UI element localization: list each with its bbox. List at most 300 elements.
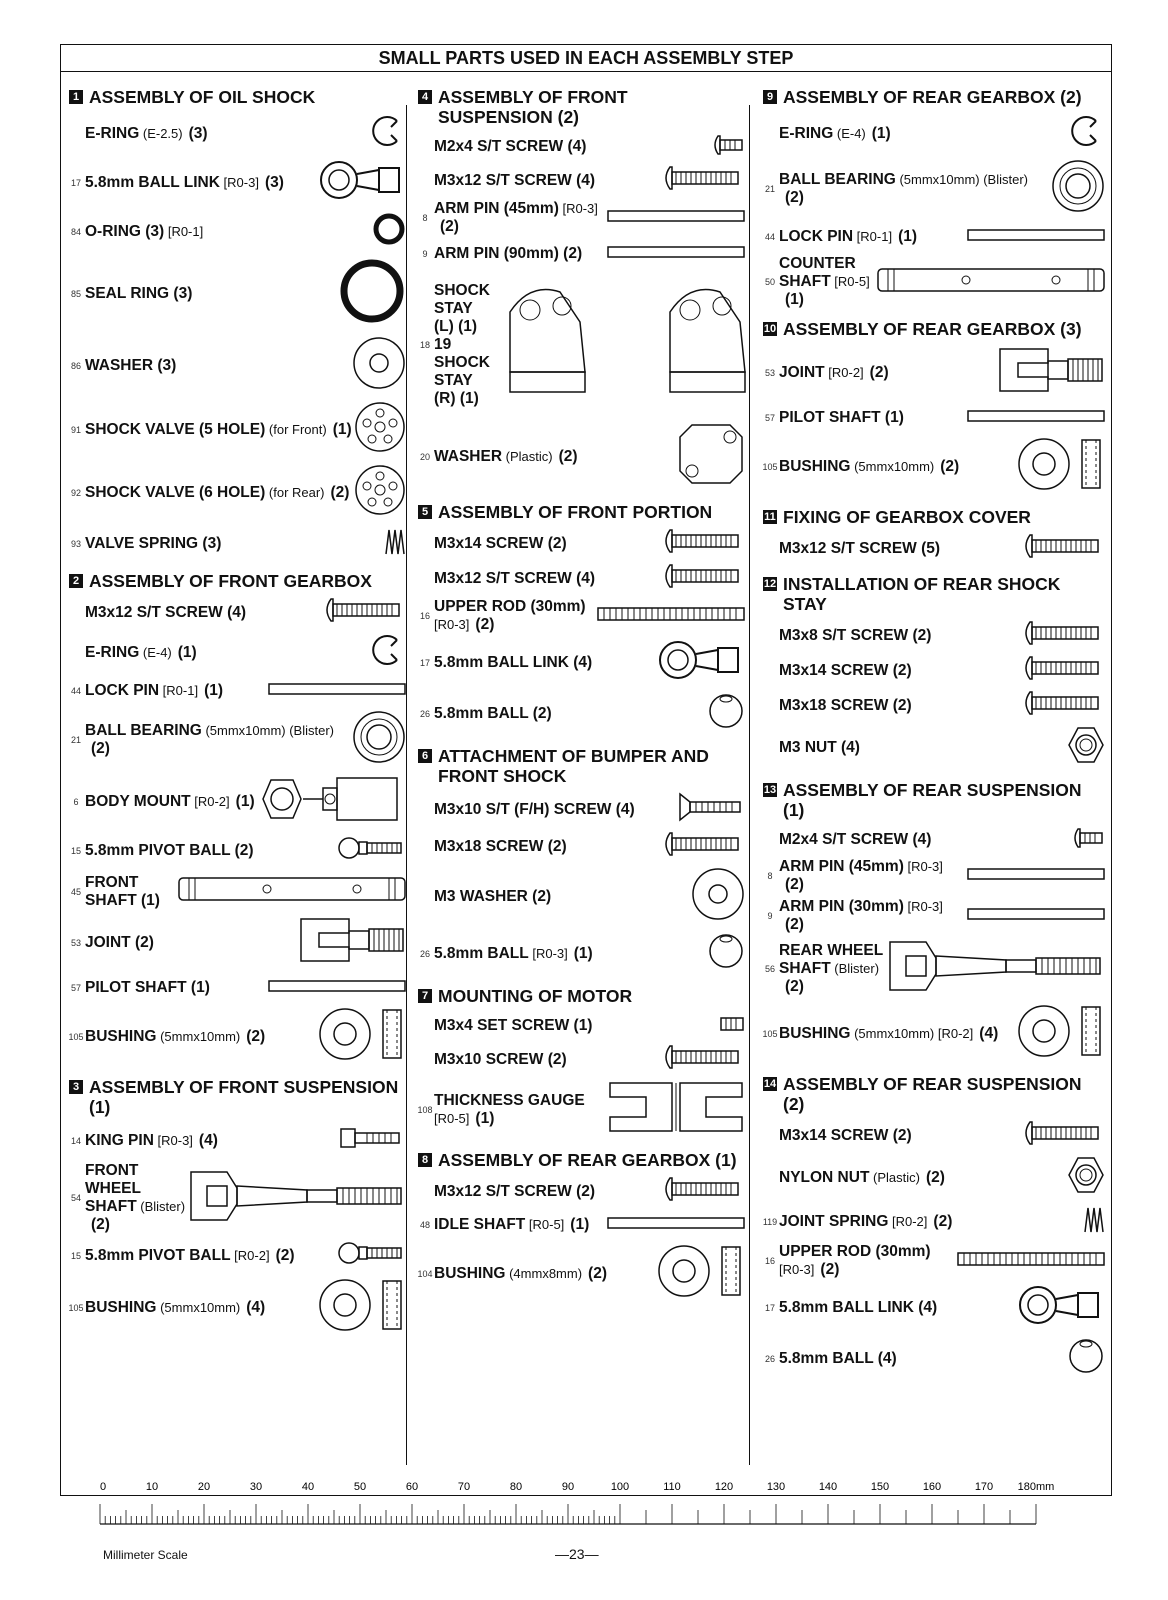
part-number: 17 — [70, 177, 81, 188]
part-text — [85, 285, 192, 303]
part-item — [67, 1123, 407, 1158]
part-label: 5.8mm BALL (4) — [779, 1349, 897, 1367]
part-text — [85, 1299, 265, 1317]
column-1 — [67, 81, 407, 1348]
part-text — [434, 1092, 606, 1128]
part-number: 9 — [767, 911, 773, 921]
part-number: 92 — [70, 487, 81, 498]
part-text — [779, 125, 891, 143]
part-item — [67, 597, 407, 628]
part-quantity: (1) — [475, 1109, 495, 1127]
part-item — [416, 1044, 746, 1075]
part-label: REAR WHEEL SHAFT — [779, 941, 883, 977]
part-text — [434, 535, 567, 553]
part-number: 91 — [70, 424, 81, 435]
part-item — [416, 165, 746, 196]
part-text — [85, 1028, 265, 1046]
body-mount-icon — [257, 774, 407, 829]
part-item — [416, 638, 746, 687]
assembly-step-section — [761, 319, 1106, 497]
pin-icon — [606, 209, 746, 228]
step-number-badge: 7 — [418, 989, 432, 1003]
part-item — [761, 1283, 1106, 1332]
step-title — [416, 1150, 746, 1170]
flat-screw-icon — [676, 792, 746, 827]
part-item — [416, 200, 746, 236]
part-number: 8 — [422, 213, 428, 223]
assembly-step-section — [416, 986, 746, 1140]
part-item — [761, 898, 1106, 934]
part-label: M3x18 SCREW (2) — [434, 837, 567, 855]
assembly-step-section — [416, 746, 746, 976]
part-label: SHOCK VALVE (6 HOLE) — [85, 483, 266, 501]
part-item — [67, 833, 407, 868]
part-label: M3x10 S/T (F/H) SCREW (4) — [434, 800, 635, 818]
part-label: PILOT SHAFT (1) — [779, 409, 904, 426]
pin-icon — [966, 907, 1106, 926]
part-spec: [R0-1] — [164, 223, 204, 239]
part-item — [761, 620, 1106, 651]
part-number: 57 — [70, 983, 81, 993]
part-item — [416, 528, 746, 559]
part-quantity: (3) — [188, 124, 208, 142]
part-quantity: (1) — [871, 124, 891, 142]
scale-tick-label: 0 — [100, 1481, 107, 1493]
scale-tick-label: 10 — [145, 1481, 159, 1493]
assembly-step-section — [67, 1077, 407, 1338]
part-label: PILOT SHAFT (1) — [85, 979, 210, 996]
part-text — [779, 1243, 956, 1279]
part-quantity: (2) — [785, 916, 804, 933]
part-spec: [R0-5] — [830, 274, 870, 289]
part-quantity: (2) — [558, 447, 578, 465]
part-text — [779, 1169, 945, 1187]
part-number: 21 — [764, 183, 775, 194]
assembly-step-section — [761, 574, 1106, 770]
ball-icon — [706, 931, 746, 976]
part-text — [779, 1350, 897, 1368]
part-text — [85, 874, 177, 910]
scale-tick-label: 120 — [714, 1481, 734, 1493]
part-text — [434, 838, 567, 856]
part-item — [416, 931, 746, 976]
step-number-badge: 11 — [764, 511, 776, 523]
part-item — [761, 858, 1106, 894]
part-label: WASHER (3) — [85, 356, 177, 374]
part-text — [85, 682, 223, 700]
part-quantity: (1) — [177, 643, 197, 661]
ball-link-icon — [656, 638, 746, 687]
part-label: O-RING (3) — [85, 222, 165, 240]
part-quantity: (4) — [979, 1024, 999, 1042]
page-number: —23— — [555, 1546, 599, 1562]
part-label: SHOCK VALVE (5 HOLE) — [85, 420, 266, 438]
part-label: M3x4 SET SCREW (1) — [434, 1017, 593, 1034]
step-title-text: ASSEMBLY OF REAR SUSPENSION (1) — [783, 780, 1082, 820]
scale-caption: Millimeter Scale — [103, 1548, 188, 1562]
spring-icon — [1082, 1204, 1106, 1239]
assembly-step-section — [416, 1150, 746, 1304]
set-screw-icon — [718, 1014, 746, 1039]
bushing-icon — [317, 1277, 407, 1338]
part-label: M3x12 S/T SCREW (4) — [434, 569, 596, 587]
step-title — [416, 87, 746, 127]
gauge-icon — [606, 1079, 746, 1140]
pivot-ball-icon — [337, 1238, 407, 1273]
part-number: 53 — [70, 937, 81, 948]
part-item — [67, 113, 407, 154]
part-quantity: (2) — [869, 363, 889, 381]
bushing-icon — [1016, 1003, 1106, 1064]
part-number: 105 — [762, 461, 778, 472]
part-text — [434, 172, 595, 190]
part-text — [779, 942, 886, 996]
part-spec: (Plastic) — [869, 1169, 920, 1185]
e-ring-icon — [1066, 113, 1106, 154]
part-item — [416, 866, 746, 927]
part-text — [434, 448, 578, 466]
part-spec: (for Front) — [265, 421, 327, 437]
part-text — [779, 1127, 912, 1145]
part-item — [761, 938, 1106, 999]
part-item — [761, 826, 1106, 854]
part-label: M2x4 S/T SCREW (4) — [434, 138, 587, 155]
part-item — [67, 1162, 407, 1234]
step-title — [761, 87, 1106, 107]
assembly-step-section — [67, 571, 407, 1067]
bushing-icon — [656, 1243, 746, 1304]
part-item — [416, 563, 746, 594]
part-spec: [R0-3] — [153, 1132, 193, 1148]
pin-icon — [267, 682, 407, 701]
washer-icon — [690, 866, 746, 927]
millimeter-scale — [100, 1480, 1055, 1540]
part-item — [761, 158, 1106, 219]
step-title — [416, 986, 746, 1006]
assembly-step-section — [761, 1074, 1106, 1381]
part-label: M3x14 SCREW (2) — [779, 661, 912, 679]
scale-tick-label: 60 — [405, 1481, 419, 1493]
part-text — [85, 793, 255, 811]
part-item — [67, 158, 407, 207]
step-number-badge: 10 — [763, 323, 777, 335]
part-label: JOINT SPRING — [779, 1212, 889, 1230]
part-text — [85, 125, 208, 143]
part-text — [434, 1216, 589, 1234]
part-number: 56 — [764, 963, 775, 974]
part-quantity: (1) — [785, 291, 804, 308]
step-title-text: FIXING OF GEARBOX COVER — [783, 507, 1031, 527]
part-label: COUNTER SHAFT — [779, 255, 856, 290]
part-text — [85, 934, 154, 952]
part-item — [761, 436, 1106, 497]
part-item — [416, 1211, 746, 1239]
part-label: JOINT — [779, 363, 825, 381]
part-quantity: (2) — [588, 1264, 607, 1282]
part-spec: (4mmx8mm) — [505, 1265, 583, 1281]
part-number: 15 — [70, 845, 81, 856]
part-item — [761, 725, 1106, 770]
part-text — [434, 245, 582, 263]
part-text — [779, 662, 912, 680]
part-number: 84 — [70, 226, 81, 237]
part-spec: [R0-2] — [888, 1213, 928, 1229]
part-spec: [R0-3] — [903, 859, 943, 874]
part-item — [416, 831, 746, 862]
part-item — [761, 1336, 1106, 1381]
part-text — [85, 979, 210, 997]
part-spec: (E-2.5) — [139, 125, 183, 141]
part-text — [779, 739, 860, 757]
part-item — [761, 255, 1106, 309]
part-quantity: (2) — [785, 876, 804, 893]
step-number-badge: 1 — [69, 90, 83, 104]
pin-icon — [966, 867, 1106, 886]
part-text — [779, 228, 917, 246]
part-label: 5.8mm PIVOT BALL — [85, 1246, 231, 1264]
part-label: FRONT WHEEL SHAFT — [85, 1162, 141, 1215]
step-title-text: ASSEMBLY OF OIL SHOCK — [89, 87, 316, 107]
part-text — [434, 598, 596, 634]
part-spec: (Blister) — [136, 1199, 186, 1214]
part-text — [434, 654, 592, 672]
part-spec: (5mmx10mm) (Blister) — [201, 722, 334, 738]
scale-tick-label: 160 — [922, 1481, 942, 1493]
part-number: 45 — [70, 886, 81, 897]
part-item — [761, 404, 1106, 432]
part-item — [67, 1277, 407, 1338]
part-text — [85, 174, 284, 192]
part-text — [779, 1213, 952, 1231]
plate-icon — [676, 421, 746, 492]
part-label: M3 NUT (4) — [779, 738, 860, 756]
part-text — [434, 945, 593, 963]
pin-icon — [267, 979, 407, 998]
scale-tick-label: 140 — [818, 1481, 838, 1493]
part-number: 93 — [70, 538, 81, 549]
part-label: BODY MOUNT — [85, 792, 191, 810]
part-quantity: (2) — [933, 1212, 953, 1230]
part-item — [67, 211, 407, 252]
screw-icon — [1020, 620, 1106, 651]
part-item — [416, 133, 746, 161]
scale-tick-label: 80 — [509, 1481, 523, 1493]
part-text — [434, 1017, 592, 1035]
rod-icon — [596, 606, 746, 627]
part-quantity: (2) — [940, 457, 960, 475]
part-text — [85, 842, 254, 860]
washer-icon — [351, 335, 407, 396]
ball-link-icon — [1016, 1283, 1106, 1332]
part-number: 6 — [73, 796, 79, 807]
part-label: LOCK PIN — [779, 228, 854, 245]
part-label: SHOCK STAY (L) (1) 19 SHOCK STAY (R) (1) — [434, 281, 490, 407]
screw-icon — [660, 831, 746, 862]
part-item — [416, 691, 746, 736]
part-spec: [R0-3] — [528, 945, 568, 961]
step-title — [67, 571, 407, 591]
part-number: 16 — [764, 1256, 775, 1266]
page-title: SMALL PARTS USED IN EACH ASSEMBLY STEP — [61, 45, 1111, 72]
part-number: 17 — [419, 657, 430, 668]
part-spec: (5mmx10mm) — [850, 458, 935, 474]
part-text — [85, 535, 221, 553]
part-label: M3x8 S/T SCREW (2) — [779, 626, 932, 644]
spring-icon — [383, 526, 407, 561]
parts-frame — [60, 44, 1112, 1496]
pin-icon — [966, 228, 1106, 247]
part-text — [779, 171, 1050, 207]
bearing-icon — [351, 709, 407, 770]
part-spec: (Plastic) — [502, 448, 553, 464]
part-text — [779, 409, 904, 427]
part-item — [761, 690, 1106, 721]
part-quantity: (1) — [204, 682, 224, 699]
assembly-step-section — [416, 502, 746, 736]
part-text — [434, 570, 595, 588]
ball-icon — [1066, 1336, 1106, 1381]
part-item — [416, 1012, 746, 1040]
part-item — [67, 526, 407, 561]
part-item — [416, 1243, 746, 1304]
small-screw-icon — [1070, 827, 1106, 854]
joint-icon — [297, 915, 407, 970]
part-spec: [R0-1] — [159, 683, 199, 698]
part-spec: [R0-2] — [190, 793, 230, 809]
column-3 — [761, 81, 1106, 1391]
part-quantity: (2) — [440, 218, 459, 235]
step-number-badge: 12 — [763, 578, 777, 590]
step-number-badge: 5 — [418, 505, 432, 519]
step-title — [416, 746, 746, 786]
screw-icon — [1020, 533, 1106, 564]
part-number: 26 — [419, 948, 430, 959]
part-label: BALL BEARING — [85, 721, 202, 739]
part-item — [761, 223, 1106, 251]
step-number-badge: 9 — [763, 90, 777, 104]
part-label: 5.8mm PIVOT BALL (2) — [85, 841, 254, 859]
part-number: 105 — [762, 1028, 778, 1039]
part-number: 21 — [70, 734, 81, 745]
shock-stay-icon — [490, 272, 790, 417]
step-number-badge: 3 — [69, 1080, 83, 1094]
bearing-icon — [1050, 158, 1106, 219]
part-text — [434, 282, 490, 408]
step-title-text: ASSEMBLY OF FRONT SUSPENSION (1) — [89, 1077, 399, 1117]
column-2 — [416, 81, 746, 1314]
part-number: 9 — [422, 249, 428, 259]
step-number-badge: 8 — [418, 1153, 432, 1167]
joint-icon — [996, 345, 1106, 400]
part-item — [761, 655, 1106, 686]
part-item — [67, 872, 407, 911]
shaft-icon — [177, 872, 407, 911]
king-pin-icon — [337, 1123, 407, 1158]
part-item — [416, 272, 746, 417]
part-label: 5.8mm BALL LINK — [85, 173, 220, 191]
part-label: BUSHING — [85, 1298, 157, 1316]
part-spec: (5mmx10mm) (Blister) — [895, 171, 1028, 187]
part-item — [67, 915, 407, 970]
scale-tick-label: 40 — [301, 1481, 315, 1493]
part-label: FRONT SHAFT (1) — [85, 873, 160, 909]
part-item — [67, 632, 407, 673]
part-item — [67, 400, 407, 459]
scale-tick-label: 90 — [561, 1481, 575, 1493]
valve-icon — [353, 400, 407, 459]
part-item — [416, 421, 746, 492]
part-item — [761, 345, 1106, 400]
part-item — [761, 1003, 1106, 1064]
part-label: SEAL RING (3) — [85, 284, 193, 302]
part-number: 18 — [419, 339, 430, 350]
part-number: 20 — [419, 451, 430, 462]
part-spec: (Blister) — [830, 960, 880, 976]
part-item — [67, 677, 407, 705]
part-spec: (E-4) — [833, 125, 866, 141]
valve-icon — [353, 463, 407, 522]
wheel-shaft-icon — [886, 938, 1106, 999]
part-text — [434, 888, 551, 906]
scale-tick-label: 180mm — [1017, 1481, 1055, 1493]
part-quantity: (2) — [785, 188, 804, 206]
part-spec: [R0-3] — [434, 617, 470, 632]
part-quantity: (3) — [264, 173, 284, 191]
part-text — [85, 604, 246, 622]
part-quantity: (1) — [332, 420, 352, 438]
part-item — [67, 709, 407, 770]
part-text — [434, 1051, 567, 1069]
screw-icon — [660, 1044, 746, 1075]
part-label: M3x12 S/T SCREW (2) — [434, 1182, 596, 1200]
nut-icon — [1066, 725, 1106, 770]
part-label: E-RING — [85, 124, 140, 142]
scale-tick-label: 150 — [870, 1481, 890, 1493]
part-text — [779, 627, 931, 645]
part-number: 108 — [417, 1104, 433, 1115]
part-quantity: (2) — [925, 1168, 945, 1186]
assembly-step-section — [761, 87, 1106, 309]
assembly-step-section — [761, 507, 1106, 564]
part-number: 86 — [70, 360, 81, 371]
part-number: 105 — [68, 1031, 84, 1042]
part-label: BUSHING — [85, 1027, 157, 1045]
e-ring-icon — [367, 113, 407, 154]
part-number: 8 — [767, 871, 773, 881]
part-number: 16 — [419, 611, 430, 621]
part-label: M2x4 S/T SCREW (4) — [779, 831, 932, 848]
part-quantity: (1) — [570, 1216, 590, 1233]
step-title-text: ATTACHMENT OF BUMPER AND FRONT SHOCK — [438, 746, 709, 786]
part-label: BALL BEARING — [779, 170, 896, 188]
step-title — [761, 1074, 1106, 1114]
part-label: UPPER ROD (30mm) — [434, 598, 586, 615]
part-text — [434, 705, 552, 723]
step-title — [67, 87, 407, 107]
part-label: M3x12 S/T SCREW (4) — [85, 603, 247, 621]
part-spec: [R0-1] — [853, 229, 893, 244]
part-label: M3x12 S/T SCREW (5) — [779, 539, 941, 557]
part-spec: [R0-2] — [230, 1247, 270, 1263]
part-text — [434, 200, 606, 236]
step-title-text: ASSEMBLY OF REAR GEARBOX (1) — [438, 1150, 737, 1170]
part-label: M3x10 SCREW (2) — [434, 1050, 567, 1068]
part-item — [416, 1079, 746, 1140]
part-text — [779, 1025, 998, 1043]
part-text — [434, 138, 586, 156]
part-text — [85, 484, 349, 502]
step-title-text: ASSEMBLY OF FRONT PORTION — [438, 502, 713, 522]
